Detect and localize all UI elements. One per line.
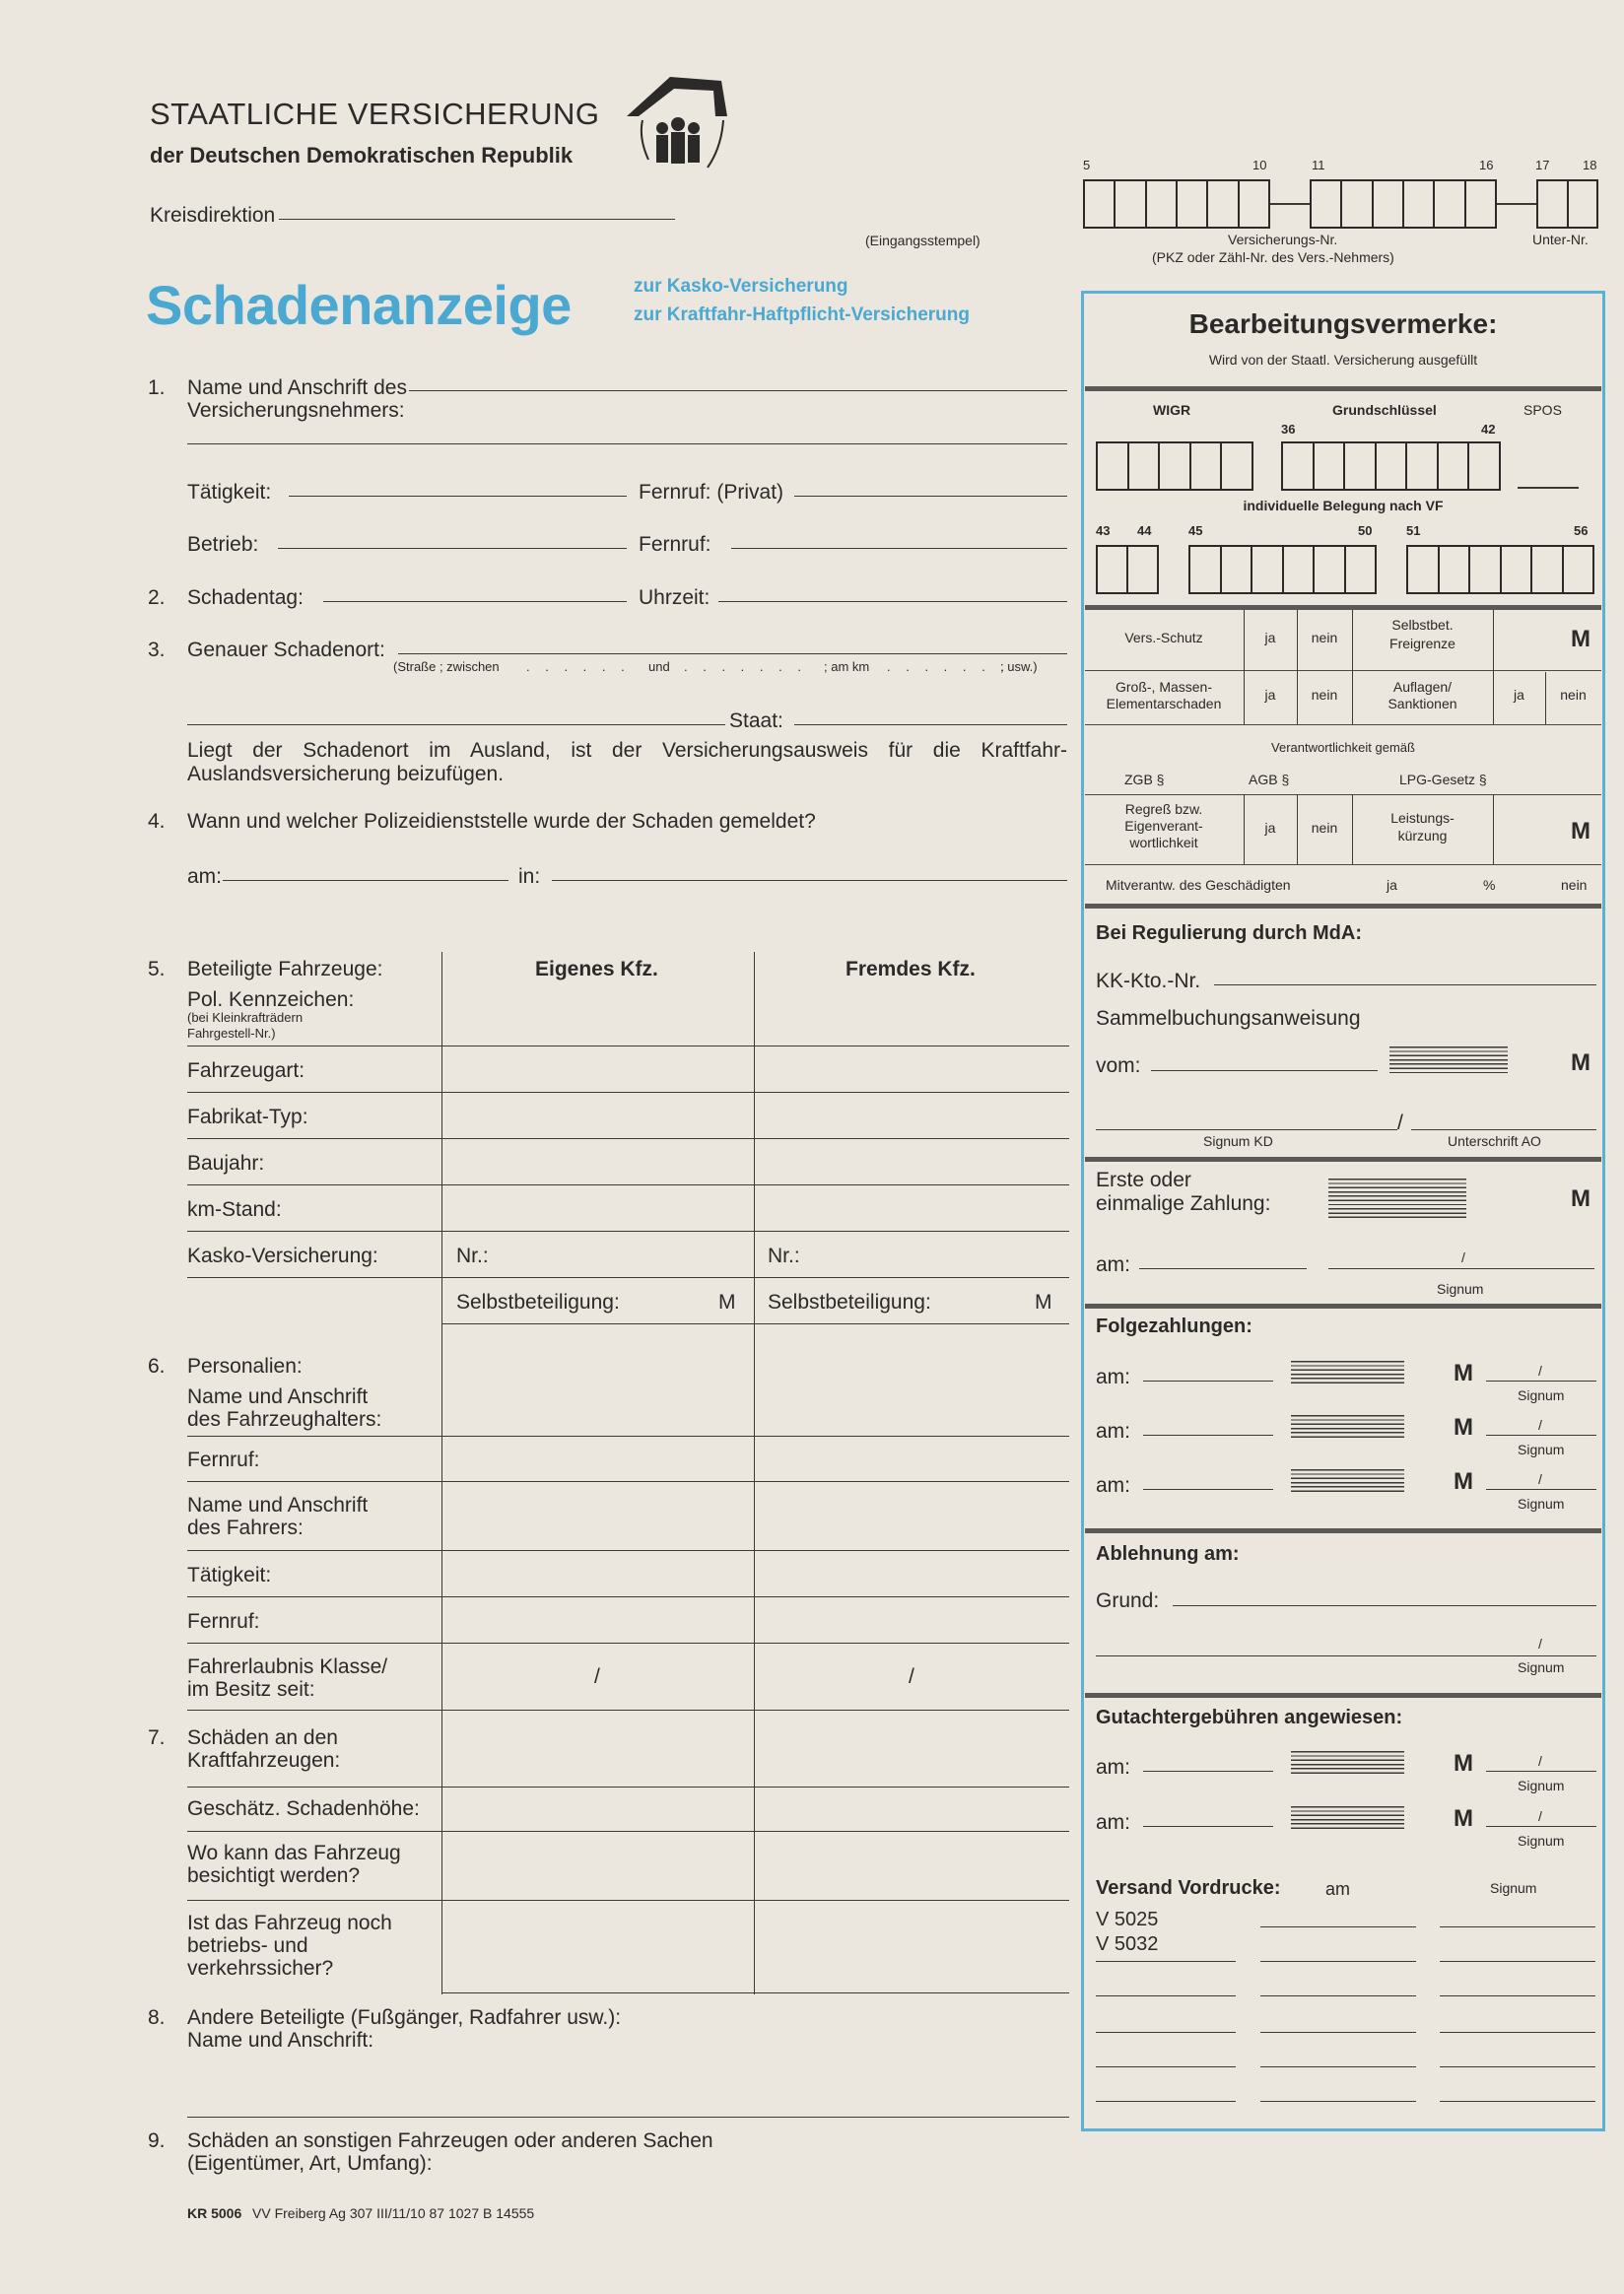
amount-field-hatched[interactable]: [1291, 1415, 1404, 1439]
schadenort-line-2: [187, 724, 725, 725]
row-line: [187, 1787, 1069, 1788]
versand-line[interactable]: [1260, 2066, 1416, 2067]
versand-line[interactable]: [1096, 2066, 1236, 2067]
row-line: [187, 1184, 1069, 1185]
signum-line[interactable]: [1486, 1771, 1596, 1772]
table-divider: [441, 952, 442, 1994]
spos-line[interactable]: [1518, 487, 1579, 489]
ja-option[interactable]: ja: [1264, 820, 1276, 836]
vom-line[interactable]: [1151, 1070, 1378, 1071]
grid-line: [1297, 610, 1298, 724]
kk-konto-label: KK-Kto.-Nr.: [1096, 970, 1201, 992]
halter-label-2: des Fahrzeughalters:: [187, 1408, 382, 1431]
freigrenze-label: Freigrenze: [1389, 636, 1455, 651]
q3-number: 3.: [148, 639, 166, 661]
mark-unit: M: [1571, 1185, 1590, 1212]
unter-nr-boxes[interactable]: [1536, 179, 1598, 229]
vf-boxes-2[interactable]: [1188, 545, 1377, 594]
mark-unit: M: [718, 1291, 736, 1314]
kreisdirektion-line: [279, 219, 675, 220]
q6-number: 6.: [148, 1355, 166, 1378]
date-line[interactable]: [1143, 1381, 1273, 1382]
digit-index: 10: [1252, 158, 1267, 172]
slash: /: [1538, 1753, 1542, 1769]
q1-number: 1.: [148, 376, 166, 399]
kennzeichen-note: (bei Kleinkrafträdern: [187, 1010, 304, 1025]
q8-label: Andere Beteiligte (Fußgänger, Radfahrer usw.):: [187, 2006, 622, 2029]
kennzeichen-label: Pol. Kennzeichen:: [187, 988, 355, 1011]
am-line: [223, 880, 508, 881]
verkehrssicher-label-2: betriebs- und: [187, 1934, 308, 1957]
wigr-label: WIGR: [1153, 402, 1191, 418]
fernruf-line: [731, 548, 1067, 549]
in-label: in:: [518, 865, 541, 888]
amount-field-hatched[interactable]: [1291, 1751, 1404, 1775]
am-label: am:: [1096, 1420, 1131, 1443]
digit-index: 16: [1479, 158, 1494, 172]
mark-unit: M: [1454, 1360, 1473, 1386]
fabrikat-label: Fabrikat-Typ:: [187, 1106, 308, 1128]
q1-line-2: [187, 443, 1067, 444]
fahrerlaubnis-slash: /: [909, 1665, 914, 1688]
date-line[interactable]: [1143, 1435, 1273, 1436]
versand-line[interactable]: [1440, 2066, 1595, 2067]
leistungskuerzung-label-2: kürzung: [1397, 828, 1448, 843]
grundschluessel-label: Grundschlüssel: [1332, 402, 1437, 418]
signum-line[interactable]: [1486, 1381, 1596, 1382]
digit-index: 11: [1312, 158, 1325, 172]
am-label: am:: [1096, 1366, 1131, 1388]
folgezahlungen-heading: Folgezahlungen:: [1096, 1316, 1252, 1337]
q1-label: Name und Anschrift des: [187, 376, 407, 399]
digit-index: 56: [1574, 523, 1589, 538]
regulierung-heading: Bei Regulierung durch MdA:: [1096, 922, 1362, 944]
versand-line[interactable]: [1096, 1995, 1236, 1996]
vordruck-v5025: V 5025: [1096, 1909, 1159, 1930]
nein-option[interactable]: nein: [1561, 877, 1588, 893]
schadenhoehe-label: Geschätz. Schadenhöhe:: [187, 1797, 420, 1820]
nein-option[interactable]: nein: [1560, 687, 1587, 703]
fahrerlaubnis-label-2: im Besitz seit:: [187, 1678, 315, 1701]
vf-boxes-3[interactable]: [1406, 545, 1594, 594]
versand-am-label: am: [1325, 1879, 1351, 1899]
row-line: [187, 1277, 1069, 1278]
nein-option[interactable]: nein: [1311, 630, 1338, 645]
grid-line: [1244, 610, 1245, 724]
am-label: am:: [1096, 1756, 1131, 1779]
q7-label: Schäden an den: [187, 1726, 338, 1749]
grossschaden-label: Groß-, Massen-: [1115, 679, 1212, 695]
fahrer-taetigkeit-label: Tätigkeit:: [187, 1564, 272, 1586]
mark-unit: M: [1571, 1049, 1590, 1076]
vnr-label-2: (PKZ oder Zähl-Nr. des Vers.-Nehmers): [1152, 249, 1394, 265]
signum-kd-line[interactable]: [1096, 1129, 1397, 1130]
ja-option[interactable]: ja: [1387, 877, 1397, 893]
date-line[interactable]: [1143, 1826, 1273, 1827]
org-name: STAATLICHE VERSICHERUNG: [150, 97, 600, 131]
q4-label: Wann und welcher Polizeidienststelle wurde der Schaden gemeldet?: [187, 810, 816, 833]
q1-line: [409, 390, 1067, 391]
erste-zahlung-label-2: einmalige Zahlung:: [1096, 1192, 1271, 1215]
vnr-dash: [1497, 203, 1536, 205]
print-info: VV Freiberg Ag 307 III/11/10 87 1027 B 14555: [252, 2205, 535, 2221]
personalien-label: Personalien:: [187, 1355, 303, 1378]
mitverantwortung-label: Mitverantw. des Geschädigten: [1106, 877, 1291, 893]
am-label: am:: [187, 865, 223, 888]
fahrer-label: Name und Anschrift: [187, 1494, 369, 1517]
date-line[interactable]: [1143, 1771, 1273, 1772]
digit-index: 51: [1406, 523, 1421, 538]
kasko-nr-fremd: Nr.:: [768, 1245, 800, 1267]
digit-index: 17: [1535, 158, 1550, 172]
vnr-label: Versicherungs-Nr.: [1228, 232, 1338, 247]
vnr-dash: [1270, 203, 1310, 205]
signum-line[interactable]: [1486, 1826, 1596, 1827]
subtitle-kasko: zur Kasko-Versicherung: [634, 276, 848, 297]
uhrzeit-line: [718, 601, 1067, 602]
kreisdirektion-label: Kreisdirektion: [150, 204, 276, 227]
grid-line: [1085, 724, 1601, 725]
mark-unit: M: [1454, 1414, 1473, 1441]
date-line[interactable]: [1139, 1268, 1307, 1269]
vom-label: vom:: [1096, 1054, 1141, 1077]
versand-line[interactable]: [1096, 2032, 1236, 2033]
versand-line[interactable]: [1440, 2101, 1595, 2102]
versand-line[interactable]: [1096, 2101, 1236, 2102]
vf-boxes-1[interactable]: [1096, 545, 1159, 594]
vnr-boxes-1[interactable]: [1083, 179, 1270, 229]
ausland-note: Liegt der Schadenort im Ausland, ist der Versicherungsausweis für die Kraftfahr-Auslandsversicherung beizufügen.: [187, 739, 1067, 786]
slash: /: [1538, 1363, 1542, 1379]
betrieb-line: [278, 548, 627, 549]
row-line: [187, 1231, 1069, 1232]
regress-label-2: Eigenverant-: [1124, 818, 1203, 834]
digit-index: 43: [1096, 523, 1111, 538]
versand-heading: Versand Vordrucke:: [1096, 1877, 1281, 1899]
q5-number: 5.: [148, 958, 166, 980]
percent-label: %: [1483, 877, 1496, 893]
org-country: der Deutschen Demokratischen Republik: [150, 143, 574, 168]
row-line: [187, 1710, 1069, 1711]
amount-field-hatched[interactable]: [1328, 1179, 1466, 1220]
am-label: am:: [1096, 1811, 1131, 1834]
versand-line[interactable]: [1260, 1961, 1416, 1962]
section-separator: [1085, 386, 1601, 391]
signum-kd-label: Signum KD: [1203, 1133, 1273, 1149]
grund-label: Grund:: [1096, 1589, 1160, 1612]
versand-line[interactable]: [1440, 1961, 1595, 1962]
q9-label-2: (Eigentümer, Art, Umfang):: [187, 2152, 433, 2175]
amount-field-hatched[interactable]: [1291, 1469, 1404, 1493]
form-code: KR 5006: [187, 2205, 242, 2221]
vnr-boxes-2[interactable]: [1310, 179, 1497, 229]
selbstbeteiligung-fremd: Selbstbeteiligung:: [768, 1291, 931, 1314]
signum-label: Signum: [1518, 1778, 1565, 1793]
q9-number: 9.: [148, 2129, 166, 2152]
wigr-boxes[interactable]: [1096, 441, 1253, 491]
signum-line[interactable]: [1486, 1489, 1596, 1490]
digit-index: 45: [1188, 523, 1203, 538]
versand-line[interactable]: [1440, 1995, 1595, 1996]
grundschluessel-boxes[interactable]: [1281, 441, 1501, 491]
signum-label: Signum: [1437, 1281, 1484, 1297]
ablehnung-heading: Ablehnung am:: [1096, 1543, 1240, 1565]
schadenort-line: [398, 653, 1067, 654]
slash: /: [1538, 1636, 1542, 1652]
am-label: am:: [1096, 1253, 1131, 1276]
row-line: [187, 1138, 1069, 1139]
mark-unit: M: [1454, 1805, 1473, 1832]
slash: /: [1538, 1471, 1542, 1487]
staat-label: Staat:: [729, 709, 783, 732]
sammelbuchung-label: Sammelbuchungsanweisung: [1096, 1007, 1361, 1030]
row-line: [187, 1831, 1069, 1832]
panel-subtitle: Wird von der Staatl. Versicherung ausgefüllt: [1208, 352, 1478, 368]
kk-konto-line[interactable]: [1214, 984, 1596, 985]
schadenort-hint: und: [648, 659, 670, 674]
amount-field-hatched[interactable]: [1291, 1361, 1404, 1384]
versand-line[interactable]: [1260, 1995, 1416, 1996]
row-line: [187, 1550, 1069, 1551]
signum-label: Signum: [1518, 1496, 1565, 1512]
date-line[interactable]: [1143, 1489, 1273, 1490]
grid-line: [1493, 610, 1494, 724]
q1-label-2: Versicherungsnehmers:: [187, 399, 405, 422]
table-divider: [754, 952, 755, 1994]
versand-line[interactable]: [1440, 2032, 1595, 2033]
staat-line: [794, 724, 1067, 725]
q7-label-2: Kraftfahrzeugen:: [187, 1749, 341, 1772]
section-separator: [1085, 1304, 1601, 1309]
grund-line-2[interactable]: [1096, 1655, 1596, 1656]
schadentag-line: [323, 601, 627, 602]
uhrzeit-label: Uhrzeit:: [639, 586, 710, 609]
section-separator: [1085, 1528, 1601, 1533]
schadenort-label: Genauer Schadenort:: [187, 639, 385, 661]
fernruf-privat-label: Fernruf: (Privat): [639, 481, 784, 504]
selbstbeteiligung-eigen: Selbstbeteiligung:: [456, 1291, 620, 1314]
slash: /: [1538, 1808, 1542, 1824]
elementarschaden-label: Elementarschaden: [1106, 696, 1222, 711]
taetigkeit-line: [289, 496, 627, 497]
versand-line[interactable]: [1260, 2032, 1416, 2033]
digit-index: 36: [1281, 422, 1296, 437]
section-separator: [1085, 605, 1601, 610]
signum-label: Signum: [1490, 1880, 1537, 1896]
grid-line: [1085, 794, 1601, 795]
row-line: [441, 1323, 1069, 1324]
besichtigung-label-2: besichtigt werden?: [187, 1864, 361, 1887]
subtitle-haftpflicht: zur Kraftfahr-Haftpflicht-Versicherung: [634, 304, 970, 325]
individuelle-belegung-label: individuelle Belegung nach VF: [1243, 498, 1444, 513]
grid-line: [1085, 864, 1601, 865]
versand-line[interactable]: [1440, 1926, 1595, 1927]
form-title: Schadenanzeige: [146, 274, 572, 336]
fernruf-label: Fernruf:: [639, 533, 711, 556]
mark-unit: M: [1571, 626, 1590, 652]
regress-label: Regreß bzw.: [1124, 801, 1203, 817]
versand-line[interactable]: [1096, 1961, 1236, 1962]
mark-unit: M: [1454, 1750, 1473, 1777]
q8-line: [187, 2117, 1069, 2118]
signum-label: Signum: [1518, 1387, 1565, 1403]
signum-label: Signum: [1518, 1442, 1565, 1457]
q7-number: 7.: [148, 1726, 166, 1749]
mark-unit: M: [1571, 818, 1590, 844]
auflagen-label: Auflagen/: [1392, 679, 1453, 695]
nein-option[interactable]: nein: [1311, 687, 1338, 703]
spos-label: SPOS: [1523, 402, 1562, 418]
amount-field-hatched[interactable]: [1291, 1806, 1404, 1830]
row-line: [187, 1092, 1069, 1093]
ja-option[interactable]: ja: [1264, 630, 1276, 645]
fahrzeugart-label: Fahrzeugart:: [187, 1059, 305, 1082]
slash: /: [1397, 1112, 1403, 1134]
ja-option[interactable]: ja: [1264, 687, 1276, 703]
q8-label-2: Name und Anschrift:: [187, 2029, 374, 2052]
digit-index: 18: [1583, 158, 1597, 172]
kmstand-label: km-Stand:: [187, 1198, 282, 1221]
versand-line[interactable]: [1260, 1926, 1416, 1927]
taetigkeit-label: Tätigkeit:: [187, 481, 272, 504]
q4-number: 4.: [148, 810, 166, 833]
halter-label: Name und Anschrift: [187, 1385, 369, 1408]
section-separator: [1085, 1693, 1601, 1698]
grid-line: [1493, 794, 1494, 864]
digit-index: 42: [1481, 422, 1496, 437]
baujahr-label: Baujahr:: [187, 1152, 265, 1175]
q5-label: Beteiligte Fahrzeuge:: [187, 958, 383, 980]
regress-label-3: wortlichkeit: [1129, 835, 1198, 850]
col-eigenes-kfz: Eigenes Kfz.: [535, 958, 658, 980]
fahrer-label-2: des Fahrers:: [187, 1517, 304, 1539]
row-line: [187, 1481, 1069, 1482]
vordruck-v5032: V 5032: [1096, 1933, 1159, 1955]
kasko-nr-eigen: Nr.:: [456, 1245, 489, 1267]
kennzeichen-note: Fahrgestell-Nr.): [187, 1026, 276, 1041]
unter-nr-label: Unter-Nr.: [1532, 232, 1589, 247]
row-line: [187, 1900, 1069, 1901]
slash: /: [1461, 1249, 1465, 1265]
row-line: [187, 1643, 1069, 1644]
sanktionen-label: Sanktionen: [1387, 696, 1457, 711]
in-line: [552, 880, 1067, 881]
q2-number: 2.: [148, 586, 166, 609]
signum-line[interactable]: [1486, 1435, 1596, 1436]
digit-index: 44: [1137, 523, 1152, 538]
section-separator: [1085, 904, 1601, 909]
betrieb-label: Betrieb:: [187, 533, 259, 556]
fernruf-privat-line: [794, 496, 1067, 497]
kasko-label: Kasko-Versicherung:: [187, 1245, 378, 1267]
signum-line[interactable]: [1328, 1268, 1594, 1269]
ja-option[interactable]: ja: [1514, 687, 1524, 703]
schadenort-hint: (Straße ; zwischen: [393, 659, 500, 674]
mark-unit: M: [1454, 1468, 1473, 1495]
q9-label: Schäden an sonstigen Fahrzeugen oder anderen Sachen: [187, 2129, 713, 2152]
row-line: [441, 1992, 1069, 1993]
halter-fernruf-label: Fernruf:: [187, 1449, 260, 1471]
fahrerlaubnis-label: Fahrerlaubnis Klasse/: [187, 1655, 388, 1678]
digit-index: 50: [1358, 523, 1373, 538]
unterschrift-ao-line[interactable]: [1411, 1129, 1596, 1130]
row-line: [187, 1436, 1069, 1437]
grund-line[interactable]: [1173, 1605, 1596, 1606]
fahrer-fernruf-label: Fernruf:: [187, 1610, 260, 1633]
am-label: am:: [1096, 1474, 1131, 1497]
eingangsstempel-label: (Eingangsstempel): [865, 233, 981, 248]
panel-title: Bearbeitungsvermerke:: [1188, 308, 1498, 339]
verkehrssicher-label: Ist das Fahrzeug noch: [187, 1912, 392, 1934]
amount-field-hatched[interactable]: [1389, 1046, 1508, 1075]
lpg-label: LPG-Gesetz §: [1399, 772, 1487, 787]
schadenort-hint: ; usw.): [1000, 659, 1038, 674]
col-fremdes-kfz: Fremdes Kfz.: [846, 958, 976, 980]
verkehrssicher-label-3: verkehrssicher?: [187, 1957, 334, 1980]
digit-index: 5: [1083, 158, 1091, 172]
zgb-label: ZGB §: [1124, 772, 1165, 787]
schadentag-label: Schadentag:: [187, 586, 304, 609]
gutachtergebuehren-heading: Gutachtergebühren angewiesen:: [1096, 1707, 1403, 1728]
selbstbet-label: Selbstbet.: [1391, 617, 1454, 633]
signum-label: Signum: [1518, 1833, 1565, 1849]
schadenort-hint: ; am km: [824, 659, 870, 674]
agb-label: AGB §: [1249, 772, 1290, 787]
slash: /: [1538, 1417, 1542, 1433]
besichtigung-label: Wo kann das Fahrzeug: [187, 1842, 401, 1864]
fahrerlaubnis-slash: /: [594, 1665, 600, 1688]
erste-zahlung-label: Erste oder: [1096, 1169, 1191, 1191]
section-separator: [1085, 1157, 1601, 1162]
signum-label: Signum: [1518, 1659, 1565, 1675]
leistungskuerzung-label: Leistungs-: [1390, 810, 1455, 826]
vers-schutz-label: Vers.-Schutz: [1124, 630, 1203, 645]
q8-number: 8.: [148, 2006, 166, 2029]
verantwortlichkeit-label: Verantwortlichkeit gemäß: [1271, 740, 1415, 755]
nein-option[interactable]: nein: [1311, 820, 1338, 836]
versand-line[interactable]: [1260, 2101, 1416, 2102]
row-line: [187, 1596, 1069, 1597]
unterschrift-ao-label: Unterschrift AO: [1448, 1133, 1541, 1149]
mark-unit: M: [1035, 1291, 1052, 1314]
insurance-logo-icon: [619, 69, 735, 177]
grid-line: [1085, 670, 1601, 671]
